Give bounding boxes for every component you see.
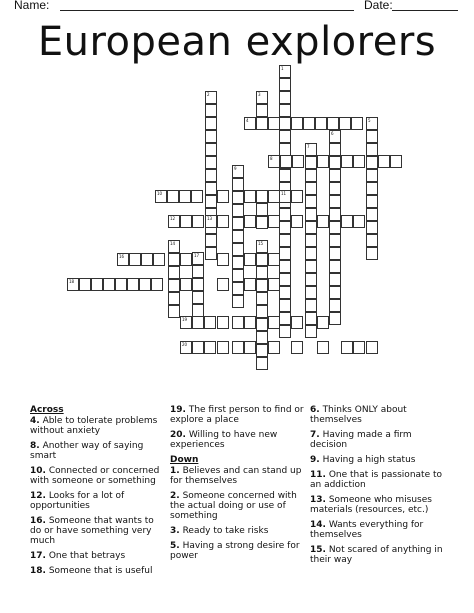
crossword-cell[interactable] bbox=[268, 155, 280, 168]
crossword-cell[interactable] bbox=[192, 265, 204, 278]
crossword-cell[interactable] bbox=[317, 316, 329, 329]
crossword-cell[interactable] bbox=[366, 182, 378, 195]
crossword-cell[interactable] bbox=[256, 203, 268, 216]
crossword-cell[interactable] bbox=[366, 195, 378, 208]
across-heading: Across bbox=[30, 405, 64, 415]
crossword-cell[interactable] bbox=[305, 299, 317, 312]
crossword-cell[interactable] bbox=[256, 331, 268, 344]
crossword-cell[interactable] bbox=[232, 191, 244, 204]
crossword-cell[interactable] bbox=[329, 273, 341, 286]
down-clue: 6. Thinks ONLY about themselves bbox=[310, 405, 407, 425]
crossword-cell[interactable] bbox=[305, 182, 317, 195]
cell-number: 13 bbox=[207, 216, 213, 221]
crossword-cell[interactable] bbox=[191, 190, 203, 203]
clues-column-1 bbox=[30, 405, 165, 581]
crossword-cell[interactable] bbox=[244, 341, 256, 354]
crossword-cell[interactable] bbox=[279, 312, 291, 325]
crossword-cell[interactable] bbox=[205, 130, 217, 143]
crossword-cell[interactable] bbox=[79, 278, 91, 291]
crossword-cell[interactable] bbox=[179, 190, 191, 203]
crossword-cell[interactable] bbox=[292, 155, 304, 168]
crossword-cell[interactable] bbox=[366, 143, 378, 156]
crossword-cell[interactable] bbox=[180, 278, 192, 291]
crossword-cell[interactable] bbox=[305, 169, 317, 182]
crossword-cell[interactable] bbox=[168, 279, 180, 292]
crossword-cell[interactable] bbox=[366, 169, 378, 182]
cell-number: 19 bbox=[182, 317, 188, 322]
down-clue: 2. Someone concerned with the actual doing or use of something bbox=[170, 491, 297, 521]
crossword-cell[interactable] bbox=[366, 247, 378, 260]
crossword-cell[interactable] bbox=[329, 299, 341, 312]
crossword-cell[interactable] bbox=[353, 155, 365, 168]
page-title: European explorers bbox=[37, 19, 437, 65]
crossword-cell[interactable] bbox=[291, 341, 303, 354]
crossword-cell[interactable] bbox=[279, 260, 291, 273]
cell-number: 1 bbox=[281, 66, 284, 71]
crossword-cell[interactable] bbox=[329, 221, 341, 234]
across-clue: 20. Willing to have new experiences bbox=[170, 430, 278, 450]
crossword-cell[interactable] bbox=[117, 253, 129, 266]
crossword-cell[interactable] bbox=[168, 266, 180, 279]
crossword-cell[interactable] bbox=[256, 104, 268, 117]
crossword-cell[interactable] bbox=[366, 234, 378, 247]
crossword-cell[interactable] bbox=[366, 341, 378, 354]
crossword-cell[interactable] bbox=[291, 117, 303, 130]
cell-number: 10 bbox=[157, 191, 163, 196]
cell-number: 2 bbox=[207, 92, 210, 97]
across-clue: 16. Someone that wants to do or have something very much bbox=[30, 516, 154, 546]
cell-number: 8 bbox=[270, 156, 273, 161]
crossword-cell[interactable] bbox=[280, 155, 292, 168]
cell-number: 16 bbox=[119, 254, 125, 259]
crossword-cell[interactable] bbox=[279, 325, 291, 338]
crossword-cell[interactable] bbox=[256, 305, 268, 318]
crossword-cell[interactable] bbox=[192, 278, 204, 291]
crossword-cell[interactable] bbox=[244, 215, 256, 228]
crossword-cell[interactable] bbox=[279, 247, 291, 260]
crossword-cell[interactable] bbox=[232, 256, 244, 269]
crossword-cell[interactable] bbox=[192, 291, 204, 304]
crossword-cell[interactable] bbox=[217, 316, 229, 329]
crossword-cell[interactable] bbox=[205, 117, 217, 130]
crossword-cell[interactable] bbox=[329, 312, 341, 325]
crossword-cell[interactable] bbox=[217, 215, 229, 228]
down-clue: 7. Having made a firm decision bbox=[310, 430, 412, 450]
crossword-cell[interactable] bbox=[91, 278, 103, 291]
down-clue: 15. Not scared of anything in their way bbox=[310, 545, 443, 565]
crossword-cell[interactable] bbox=[329, 156, 341, 169]
crossword-cell[interactable] bbox=[305, 195, 317, 208]
clues-column-2 bbox=[170, 405, 304, 566]
crossword-cell[interactable] bbox=[151, 278, 163, 291]
crossword-cell[interactable] bbox=[366, 221, 378, 234]
crossword-cell[interactable] bbox=[217, 341, 229, 354]
crossword-cell[interactable] bbox=[115, 278, 127, 291]
crossword-cell[interactable] bbox=[378, 155, 390, 168]
crossword-cell[interactable] bbox=[244, 253, 256, 266]
cell-number: 5 bbox=[368, 118, 371, 123]
date-label: Date: bbox=[364, 0, 393, 12]
cell-number: 15 bbox=[258, 241, 264, 246]
crossword-cell[interactable] bbox=[279, 190, 291, 203]
across-clue: 18. Someone that is useful bbox=[30, 566, 153, 576]
crossword-cell[interactable] bbox=[329, 247, 341, 260]
cell-number: 9 bbox=[234, 166, 237, 171]
crossword-cell[interactable] bbox=[168, 253, 180, 266]
crossword-cell[interactable] bbox=[279, 78, 291, 91]
crossword-cell[interactable] bbox=[390, 155, 402, 168]
crossword-cell[interactable] bbox=[305, 156, 317, 169]
crossword-cell[interactable] bbox=[341, 341, 353, 354]
crossword-cell[interactable] bbox=[256, 190, 268, 203]
crossword-cell[interactable] bbox=[279, 117, 291, 130]
crossword-cell[interactable] bbox=[317, 155, 329, 168]
crossword-cell[interactable] bbox=[339, 117, 351, 130]
crossword-cell[interactable] bbox=[256, 318, 268, 331]
crossword-cell[interactable] bbox=[205, 182, 217, 195]
down-clue: 9. Having a high status bbox=[310, 455, 416, 465]
down-clue: 5. Having a strong desire for power bbox=[170, 541, 300, 561]
crossword-cell[interactable] bbox=[291, 215, 303, 228]
crossword-cell[interactable] bbox=[192, 316, 204, 329]
crossword-cell[interactable] bbox=[279, 286, 291, 299]
crossword-cell[interactable] bbox=[168, 240, 180, 253]
crossword-cell[interactable] bbox=[366, 130, 378, 143]
down-clue: 1. Believes and can stand up for themselves bbox=[170, 466, 302, 486]
crossword-cell[interactable] bbox=[256, 344, 268, 357]
cell-number: 17 bbox=[194, 253, 200, 258]
crossword-cell[interactable] bbox=[305, 247, 317, 260]
crossword-cell[interactable] bbox=[127, 278, 139, 291]
crossword-cell[interactable] bbox=[205, 169, 217, 182]
crossword-cell[interactable] bbox=[279, 91, 291, 104]
crossword-cell[interactable] bbox=[305, 234, 317, 247]
crossword-cell[interactable] bbox=[329, 286, 341, 299]
crossword-cell[interactable] bbox=[232, 341, 244, 354]
crossword-cell[interactable] bbox=[268, 341, 280, 354]
crossword-cell[interactable] bbox=[205, 143, 217, 156]
crossword-cell[interactable] bbox=[329, 195, 341, 208]
crossword-cell[interactable] bbox=[232, 178, 244, 191]
crossword-cell[interactable] bbox=[217, 278, 229, 291]
crossword-cell[interactable] bbox=[279, 234, 291, 247]
crossword-cell[interactable] bbox=[232, 316, 244, 329]
crossword-cell[interactable] bbox=[205, 195, 217, 208]
crossword-cell[interactable] bbox=[180, 253, 192, 266]
crossword-cell[interactable] bbox=[305, 325, 317, 338]
crossword-cell[interactable] bbox=[232, 282, 244, 295]
crossword-cell[interactable] bbox=[329, 182, 341, 195]
crossword-cell[interactable] bbox=[232, 217, 244, 230]
crossword-cell[interactable] bbox=[341, 215, 353, 228]
crossword-cell[interactable] bbox=[168, 305, 180, 318]
crossword-cell[interactable] bbox=[180, 316, 192, 329]
crossword-cell[interactable] bbox=[279, 169, 291, 182]
cell-number: 7 bbox=[307, 144, 310, 149]
crossword-cell[interactable] bbox=[351, 117, 363, 130]
crossword-cell[interactable] bbox=[317, 215, 329, 228]
across-clue: 10. Connected or concerned with someone or something bbox=[30, 466, 160, 486]
clues-column-3 bbox=[310, 405, 450, 570]
crossword-cell[interactable] bbox=[317, 341, 329, 354]
crossword-cell[interactable] bbox=[217, 253, 229, 266]
crossword-cell[interactable] bbox=[192, 252, 204, 265]
crossword-cell[interactable] bbox=[205, 91, 217, 104]
cell-number: 12 bbox=[170, 216, 176, 221]
crossword-cell[interactable] bbox=[327, 117, 339, 130]
down-heading: Down bbox=[170, 455, 199, 465]
crossword-cell[interactable] bbox=[141, 253, 153, 266]
crossword-cell[interactable] bbox=[205, 247, 217, 260]
crossword-cell[interactable] bbox=[279, 273, 291, 286]
crossword-cell[interactable] bbox=[205, 234, 217, 247]
crossword-cell[interactable] bbox=[353, 341, 365, 354]
crossword-cell[interactable] bbox=[305, 286, 317, 299]
cell-number: 4 bbox=[246, 118, 249, 123]
across-clue: 8. Another way of saying smart bbox=[30, 441, 144, 461]
crossword-cell[interactable] bbox=[192, 215, 204, 228]
crossword-cell[interactable] bbox=[168, 215, 180, 228]
crossword-cell[interactable] bbox=[232, 165, 244, 178]
crossword-cell[interactable] bbox=[329, 234, 341, 247]
cell-number: 6 bbox=[331, 131, 334, 136]
crossword-cell[interactable] bbox=[341, 155, 353, 168]
crossword-cell[interactable] bbox=[279, 208, 291, 221]
crossword-cell[interactable] bbox=[129, 253, 141, 266]
crossword-cell[interactable] bbox=[153, 253, 165, 266]
crossword-cell[interactable] bbox=[366, 117, 378, 130]
crossword-cell[interactable] bbox=[279, 104, 291, 117]
crossword-cell[interactable] bbox=[366, 156, 378, 169]
crossword-cell[interactable] bbox=[305, 273, 317, 286]
crossword-cell[interactable] bbox=[256, 240, 268, 253]
crossword-cell[interactable] bbox=[329, 143, 341, 156]
across-clue: 12. Looks for a lot of opportunities bbox=[30, 491, 125, 511]
crossword-cell[interactable] bbox=[244, 117, 256, 130]
crossword-cell[interactable] bbox=[244, 316, 256, 329]
crossword-cell[interactable] bbox=[244, 278, 256, 291]
crossword-cell[interactable] bbox=[291, 190, 303, 203]
crossword-cell[interactable] bbox=[305, 208, 317, 221]
across-clue: 17. One that betrays bbox=[30, 551, 126, 561]
crossword-cell[interactable] bbox=[329, 260, 341, 273]
crossword-cell[interactable] bbox=[103, 278, 115, 291]
crossword-cell[interactable] bbox=[256, 117, 268, 130]
cell-number: 14 bbox=[170, 241, 176, 246]
crossword-cell[interactable] bbox=[268, 278, 280, 291]
cell-number: 3 bbox=[258, 92, 261, 97]
crossword-cell[interactable] bbox=[329, 130, 341, 143]
crossword-cell[interactable] bbox=[217, 190, 229, 203]
crossword-cell[interactable] bbox=[366, 208, 378, 221]
crossword-cell[interactable] bbox=[256, 292, 268, 305]
crossword-cell[interactable] bbox=[205, 215, 217, 228]
crossword-cell[interactable] bbox=[256, 216, 268, 229]
crossword-cell[interactable] bbox=[205, 156, 217, 169]
crossword-cell[interactable] bbox=[305, 221, 317, 234]
crossword-cell[interactable] bbox=[305, 143, 317, 156]
crossword-cell[interactable] bbox=[279, 299, 291, 312]
crossword-cell[interactable] bbox=[268, 316, 280, 329]
crossword-cell[interactable] bbox=[244, 190, 256, 203]
crossword-cell[interactable] bbox=[279, 221, 291, 234]
crossword-cell[interactable] bbox=[204, 316, 216, 329]
down-clue: 13. Someone who misuses materials (resources, etc.) bbox=[310, 495, 432, 515]
crossword-cell[interactable] bbox=[168, 292, 180, 305]
down-clue: 11. One that is passionate to an addiction bbox=[310, 470, 442, 490]
cell-number: 20 bbox=[182, 342, 188, 347]
crossword-cell[interactable] bbox=[256, 253, 268, 266]
crossword-cell[interactable] bbox=[268, 215, 280, 228]
crossword-cell[interactable] bbox=[329, 169, 341, 182]
cell-number: 18 bbox=[69, 279, 75, 284]
crossword-cell[interactable] bbox=[67, 278, 79, 291]
across-clue: 19. The first person to find or explore a place bbox=[170, 405, 304, 425]
crossword-cell[interactable] bbox=[268, 253, 280, 266]
crossword-cell[interactable] bbox=[205, 104, 217, 117]
crossword-cell[interactable] bbox=[329, 208, 341, 221]
crossword-cell[interactable] bbox=[167, 190, 179, 203]
crossword-cell[interactable] bbox=[232, 243, 244, 256]
crossword-cell[interactable] bbox=[256, 279, 268, 292]
crossword-cell[interactable] bbox=[268, 117, 280, 130]
crossword-cell[interactable] bbox=[155, 190, 167, 203]
crossword-cell[interactable] bbox=[256, 357, 268, 370]
crossword-cell[interactable] bbox=[256, 91, 268, 104]
crossword-cell[interactable] bbox=[139, 278, 151, 291]
crossword-cell[interactable] bbox=[315, 117, 327, 130]
crossword-cell[interactable] bbox=[232, 295, 244, 308]
crossword-cell[interactable] bbox=[279, 65, 291, 78]
crossword-cell[interactable] bbox=[353, 215, 365, 228]
name-label: Name: bbox=[14, 0, 50, 12]
crossword-cell[interactable] bbox=[256, 266, 268, 279]
cell-number: 11 bbox=[281, 191, 287, 196]
crossword-cell[interactable] bbox=[305, 312, 317, 325]
crossword-cell[interactable] bbox=[232, 204, 244, 217]
crossword-cell[interactable] bbox=[204, 341, 216, 354]
crossword-cell[interactable] bbox=[279, 130, 291, 143]
down-clue: 3. Ready to take risks bbox=[170, 526, 269, 536]
crossword-cell[interactable] bbox=[303, 117, 315, 130]
crossword-cell[interactable] bbox=[180, 215, 192, 228]
crossword-cell[interactable] bbox=[232, 269, 244, 282]
crossword-cell[interactable] bbox=[291, 316, 303, 329]
crossword-cell[interactable] bbox=[192, 341, 204, 354]
across-clue: 4. Able to tolerate problems without anxiety bbox=[30, 416, 158, 436]
crossword-cell[interactable] bbox=[305, 260, 317, 273]
crossword-cell[interactable] bbox=[232, 230, 244, 243]
crossword-cell[interactable] bbox=[180, 341, 192, 354]
down-clue: 14. Wants everything for themselves bbox=[310, 520, 424, 540]
